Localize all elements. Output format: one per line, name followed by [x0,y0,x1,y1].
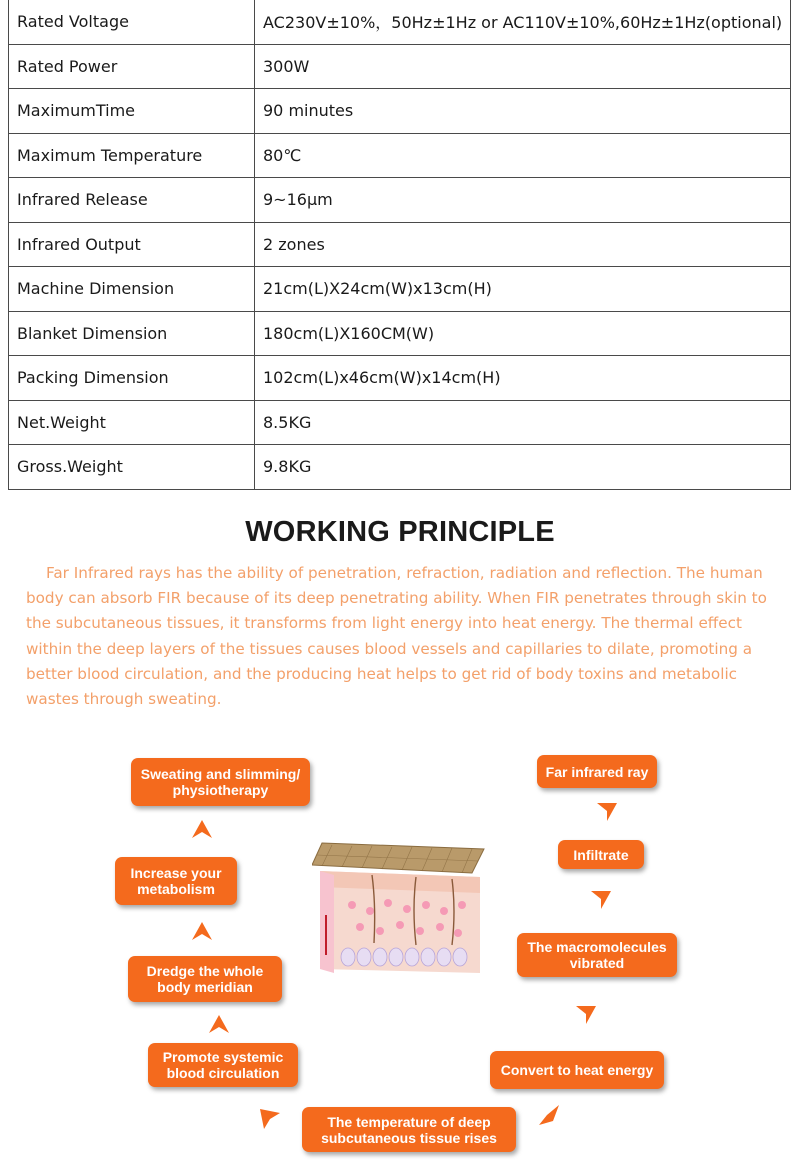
step-temperature-rises [302,1107,516,1152]
spec-value: AC230V±10%，50Hz±1Hz or AC110V±10%,60Hz±1Hz(optional) [255,0,791,44]
spec-value: 9.8KG [255,445,791,490]
step-label: blood circulation [166,1065,280,1081]
spec-label: Rated Power [9,44,255,89]
working-principle-diagram [0,740,800,1173]
spec-value: 300W [255,44,791,89]
spec-label: Machine Dimension [9,267,255,312]
table-row [9,222,791,267]
arrow-up-icon [190,920,214,944]
table-row [9,0,791,44]
spec-table [8,0,791,490]
arrow-down-icon [595,799,619,823]
step-increase-metabolism [115,857,237,905]
step-promote-blood-circulation [148,1043,298,1087]
spec-value: 21cm(L)X24cm(W)x13cm(H) [255,267,791,312]
table-row [9,178,791,223]
section-title: WORKING PRINCIPLE [245,516,555,548]
spec-label: Infrared Release [9,178,255,223]
step-label: body meridian [157,979,253,995]
step-label-wrap [321,1114,497,1146]
step-far-infrared-ray [537,755,657,788]
arrow-up-left-icon [258,1107,282,1131]
step-label: vibrated [569,955,625,971]
spec-value: 180cm(L)X160CM(W) [255,311,791,356]
step-dredge-body-meridian [128,956,282,1002]
table-row [9,356,791,401]
spec-value: 90 minutes [255,89,791,134]
table-row [9,89,791,134]
spec-label: Gross.Weight [9,445,255,490]
step-label: Convert to heat energy [500,1062,654,1078]
spec-label: Packing Dimension [9,356,255,401]
spec-value: 9~16μm [255,178,791,223]
step-label: physiotherapy [172,782,269,798]
spec-value: 102cm(L)x46cm(W)x14cm(H) [255,356,791,401]
step-infiltrate [558,840,644,869]
step-label: Sweating and slimming/ [140,766,301,782]
step-label-wrap [147,963,264,995]
step-label: Increase your [130,865,222,881]
step-label: Far infrared ray [545,763,649,780]
step-label-wrap [141,766,300,798]
step-convert-to-heat-energy [490,1051,664,1089]
spec-label: MaximumTime [9,89,255,134]
step-label-wrap [527,939,666,971]
table-row [9,133,791,178]
table-row [9,311,791,356]
step-label: The macromolecules [527,939,667,955]
step-label: The temperature of deep [327,1113,491,1130]
arrow-down-icon [589,887,613,911]
step-label-wrap [130,865,221,897]
spec-label: Rated Voltage [9,0,255,44]
step-label: metabolism [137,881,215,897]
step-sweating-slimming [131,758,310,806]
spec-label: Net.Weight [9,400,255,445]
table-row [9,44,791,89]
step-label: Promote systemic [162,1049,284,1065]
step-label: Infiltrate [573,846,629,863]
step-label-wrap [163,1049,284,1081]
spec-value: 8.5KG [255,400,791,445]
step-label: Dredge the whole [146,963,264,979]
section-description: Far Infrared rays has the ability of penetration, refraction, radiation and reflection. The human body can absorb FIR because of its deep penetrating ability. When FIR penetrates through skin to the subcutaneous tissues, it transforms from light energy into heat energy. The thermal effect within the deep layers of the tissues causes blood vessels and capillaries to dilate, promoting a better blood circulation, and the producing heat helps to get rid of body toxins and metabolic wastes through sweating. [26,564,767,709]
spec-value: 80℃ [255,133,791,178]
table-row [9,445,791,490]
arrow-up-icon [190,818,214,842]
step-macromolecules-vibrated [517,933,677,977]
skin-cross-section-illustration [312,835,494,985]
step-label: subcutaneous tissue rises [321,1129,497,1146]
spec-label: Maximum Temperature [9,133,255,178]
arrow-down-left-icon [537,1103,561,1127]
arrow-up-icon [207,1013,231,1037]
spec-label: Infrared Output [9,222,255,267]
spec-label: Blanket Dimension [9,311,255,356]
table-row [9,400,791,445]
arrow-down-icon [574,1002,598,1026]
table-row [9,267,791,312]
spec-value: 2 zones [255,222,791,267]
